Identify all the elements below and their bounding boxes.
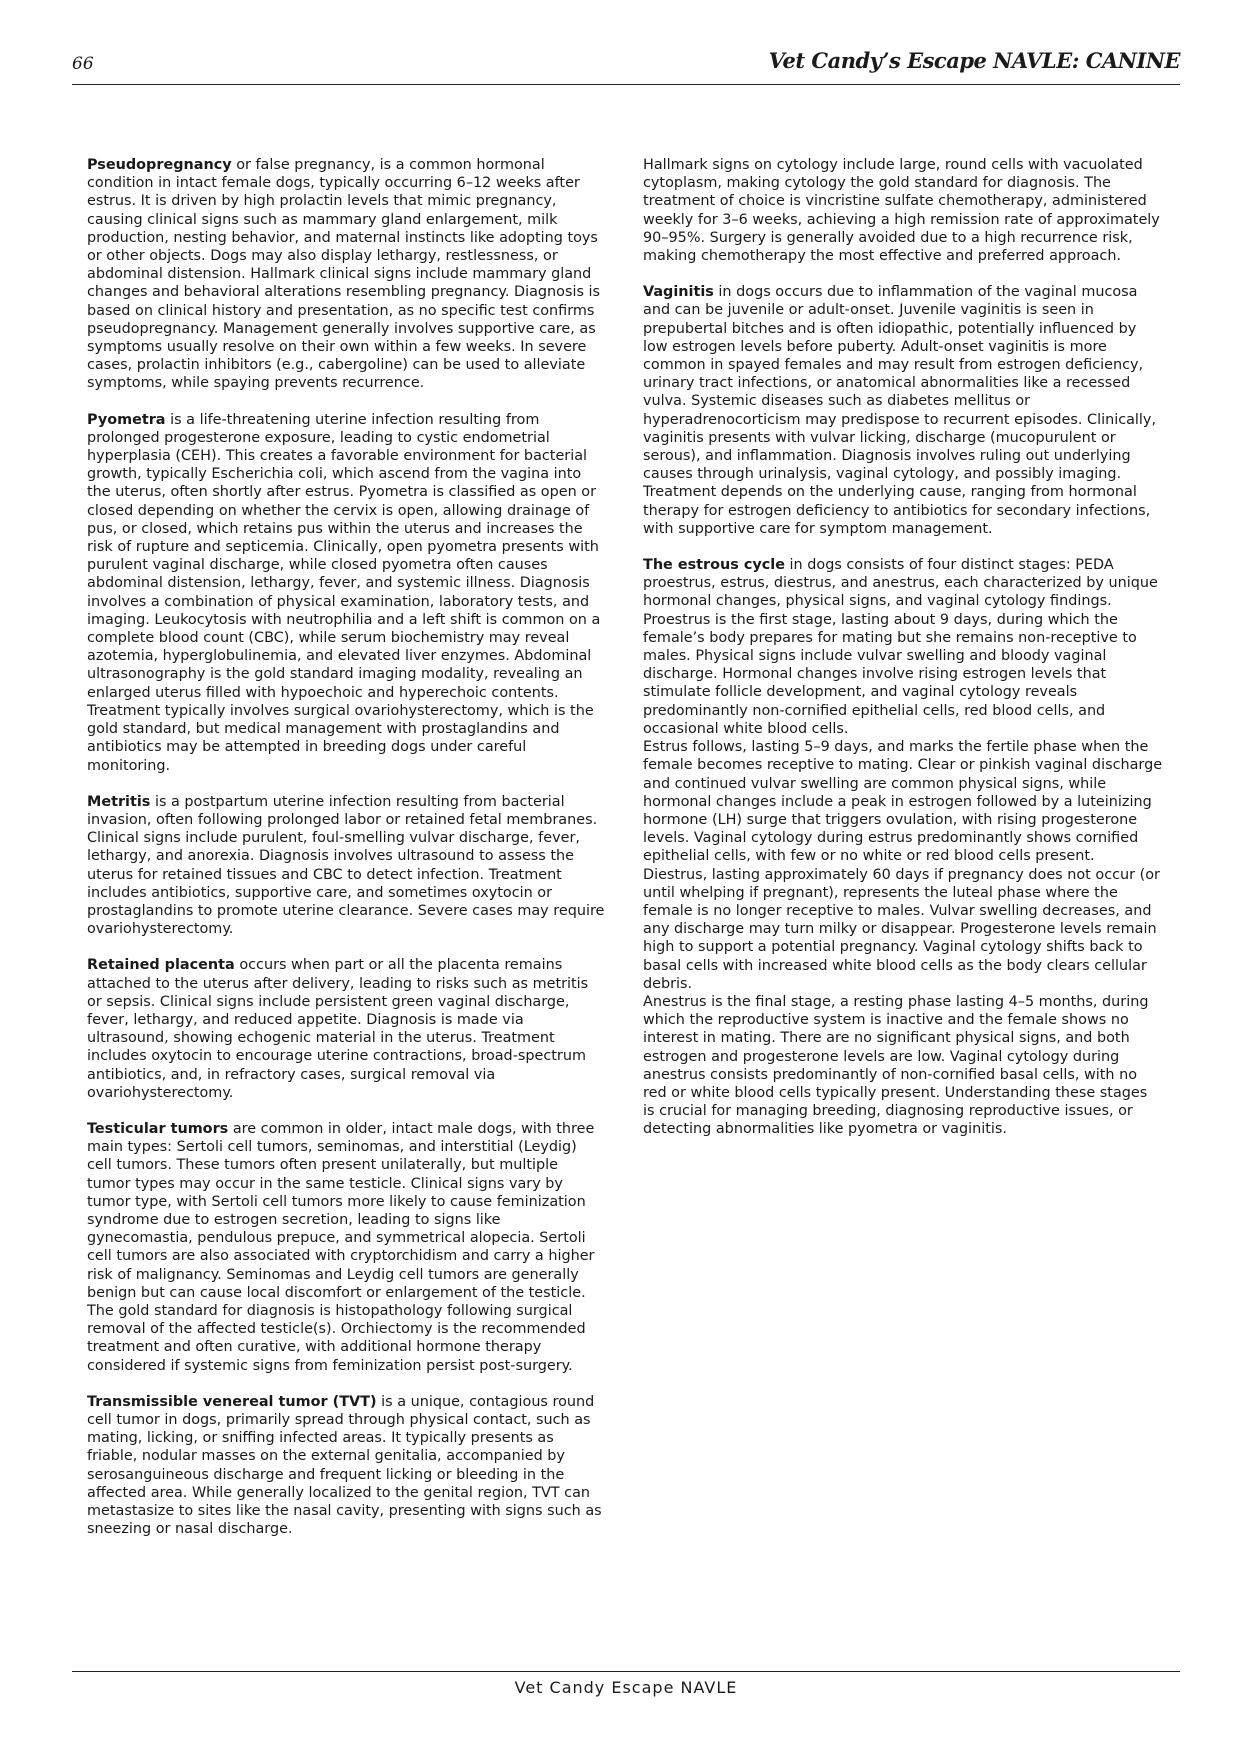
paragraph-text: is a unique, contagious round cell tumor in dogs, primarily spread through physical contact, such as mating, licking, or sniffing infected areas. It typically presents as friable, nodular masses on the external genitalia, accompanied by serosanguineous discharge and frequent licking or bleeding in the affected area. While generally localized to the genital region, TVT can metastasize to sites like the nasal cavity, presenting with signs such as sneezing or nasal discharge. <box>87 1393 602 1538</box>
paragraph-pseudopregnancy <box>87 156 605 393</box>
paragraph-text: is a life-threatening uterine infection resulting from prolonged progesterone exposure, leading to cystic endometrial hyperplasia (CEH). This creates a favorable environment for bacterial growth, typically Escherichia coli, which ascend from the vagina into the uterus, often shortly after estrus. Pyometra is classified as open or closed depending on whether the cervix is open, allowing drainage of pus, or closed, which retains pus within the uterus and increases the risk of rupture and septicemia. Clinically, open pyometra presents with purulent vaginal discharge, while closed pyometra often causes abdominal distension, lethargy, fever, and systemic illness. Diagnosis involves a combination of physical examination, laboratory tests, and imaging. Leukocytosis with neutrophilia and a left shift is common on a complete blood count (CBC), while serum biochemistry may reveal azotemia, hyperglobulinemia, and elevated liver enzymes. Abdominal ultrasonography is the gold standard imaging modality, revealing an enlarged uterus filled with hypoechoic and hyperechoic contents. Treatment typically involves surgical ovariohysterectomy, which is the gold standard, but medical management with prostaglandins and antibiotics may be attempted in breeding dogs under careful monitoring. <box>87 411 601 774</box>
paragraph-estrous-cycle <box>643 556 1163 611</box>
term-pyometra: Pyometra <box>87 411 166 428</box>
term-vaginitis: Vaginitis <box>643 284 714 301</box>
paragraph-proestrus: Proestrus is the first stage, lasting about 9 days, during which the female’s body prepares for mating but she remains non-receptive to males. Physical signs include vulvar swelling and bloody vaginal discharge. Hormonal changes involve rising estrogen levels that stimulate follicle development, and vaginal cytology reveals predominantly non-cornified epithelial cells, red blood cells, and occasional white blood cells. <box>643 611 1137 737</box>
paragraph-text: or false pregnancy, is a common hormonal condition in intact female dogs, typically occurring 6–12 weeks after estrus. It is driven by high prolactin levels that mimic pregnancy, causing clinical signs such as mammary gland enlargement, milk production, nesting behavior, and maternal instincts like adopting toys or other objects. Dogs may also display lethargy, restlessness, or abdominal distension. Hallmark clinical signs include mammary gland changes and behavioral alterations resembling pregnancy. Diagnosis is based on clinical history and presentation, as no specific test confirms pseudopregnancy. Management generally involves supportive care, as symptoms usually resolve on their own within a few weeks. In severe cases, prolactin inhibitors (e.g., cabergoline) can be used to alleviate symptoms, while spaying prevents recurrence. <box>87 157 601 392</box>
footer-text: Vet Candy Escape NAVLE <box>514 1678 738 1697</box>
term-tvt: Transmissible venereal tumor (TVT) <box>87 1393 377 1410</box>
paragraph-estrus: Estrus follows, lasting 5–9 days, and marks the fertile phase when the female becomes receptive to mating. Clear or pinkish vaginal discharge and continued vulvar swelling are common physical signs, while hormonal changes include a peak in estrogen followed by a luteinizing hormone (LH) surge that triggers ovulation, with rising progesterone levels. Vaginal cytology during estrus predominantly shows cornified epithelial cells, with few or no white or red blood cells present. <box>643 739 1163 865</box>
right-column <box>643 156 1163 1139</box>
paragraph-diestrus: Diestrus, lasting approximately 60 days if pregnancy does not occur (or until whelping if pregnant), represents the luteal phase where the female is no longer receptive to males. Vulvar swelling decreases, and any discharge may turn milky or disappear. Progesterone levels remain high to support a potential pregnancy. Vaginal cytology shifts back to basal cells with increased white blood cells as the body clears cellular debris. <box>643 866 1160 992</box>
paragraph-retained-placenta <box>87 956 605 1102</box>
paragraph-text: occurs when part or all the placenta remains attached to the uterus after delivery, leading to risks such as metritis or sepsis. Clinical signs include persistent green vaginal discharge, fever, lethargy, and reduced appetite. Diagnosis is made via ultrasound, showing echogenic material in the uterus. Treatment includes oxytocin to encourage uterine contractions, broad-spectrum antibiotics, and, in refractory cases, surgical removal via ovariohysterectomy. <box>87 957 589 1101</box>
term-metritis: Metritis <box>87 793 151 810</box>
paragraph-anestrus: Anestrus is the final stage, a resting phase lasting 4–5 months, during which the reproductive system is inactive and the female shows no interest in mating. There are no significant physical signs, and both estrogen and progesterone levels are low. Vaginal cytology during anestrus consists predominantly of non-cornified basal cells, with no red or white blood cells typically present. Understanding these stages is crucial for managing breeding, diagnosing reproductive issues, or detecting abnormalities like pyometra or vaginitis. <box>643 993 1149 1138</box>
page-footer <box>72 1671 1180 1697</box>
paragraph-text: in dogs consists of four distinct stages: PEDA proestrus, estrus, diestrus, and anestrus, each characterized by unique hormonal changes, physical signs, and vaginal cytology findings. <box>643 557 1158 610</box>
paragraph-vaginitis <box>643 283 1163 538</box>
paragraph-tvt-continued: Hallmark signs on cytology include large, round cells with vacuolated cytoplasm, making cytology the gold standard for diagnosis. The treatment of choice is vincristine sulfate chemotherapy, administered weekly for 3–6 weeks, achieving a high remission rate of approximately 90–95%. Surgery is generally avoided due to a high recurrence risk, making chemotherapy the most effective and preferred approach. <box>643 157 1160 265</box>
page-header <box>72 48 1180 85</box>
paragraph-text: is a postpartum uterine infection resulting from bacterial invasion, often following prolonged labor or retained fetal membranes. Clinical signs include purulent, foul-smelling vulvar discharge, fever, lethargy, and anorexia. Diagnosis involves ultrasound to assess the uterus for retained tissues and CBC to detect infection. Treatment includes antibiotics, supportive care, and sometimes oxytocin or prostaglandins to promote uterine clearance. Severe cases may require ovariohysterectomy. <box>87 793 605 938</box>
term-retained-placenta: Retained placenta <box>87 957 235 974</box>
paragraph-pyometra <box>87 411 605 775</box>
book-title: Vet Candy’s Escape NAVLE: CANINE <box>768 48 1180 73</box>
term-testicular-tumors: Testicular tumors <box>87 1120 229 1137</box>
paragraph-metritis <box>87 793 605 939</box>
paragraph-text: are common in older, intact male dogs, with three main types: Sertoli cell tumors, seminomas, and interstitial (Leydig) cell tumors. These tumors often present unilaterally, but multiple tumor types may occur in the same testicle. Clinical signs vary by tumor type, with Sertoli cell tumors more likely to cause feminization syndrome due to estrogen secretion, leading to signs like gynecomastia, pendulous prepuce, and symmetrical alopecia. Sertoli cell tumors are also associated with cryptorchidism and carry a higher risk of malignancy. Seminomas and Leydig cell tumors are generally benign but can cause local discomfort or enlargement of the testicle. The gold standard for diagnosis is histopathology following surgical removal of the affected testicle(s). Orchiectomy is the recommended treatment and often curative, with additional hormone therapy considered if systemic signs from feminization persist post-surgery. <box>87 1120 595 1374</box>
paragraph-tvt <box>87 1393 605 1539</box>
paragraph-testicular-tumors <box>87 1120 605 1375</box>
page-number: 66 <box>72 54 94 74</box>
left-column <box>87 156 605 1556</box>
paragraph-text: in dogs occurs due to inflammation of the vaginal mucosa and can be juvenile or adult-onset. Juvenile vaginitis is seen in prepubertal bitches and is often idiopathic, potentially influenced by low estrogen levels before puberty. Adult-onset vaginitis is more common in spayed females and may result from estrogen deficiency, urinary tract infections, or anatomical abnormalities like a recessed vulva. Systemic diseases such as diabetes mellitus or hyperadrenocorticism may predispose to recurrent episodes. Clinically, vaginitis presents with vulvar licking, discharge (mucopurulent or serous), and inflammation. Diagnosis involves ruling out underlying causes through urinalysis, vaginal cytology, and possibly imaging. Treatment depends on the underlying cause, ranging from hormonal therapy for estrogen deficiency to antibiotics for secondary infections, with supportive care for symptom management. <box>643 284 1157 537</box>
term-estrous-cycle: The estrous cycle <box>643 557 785 574</box>
term-pseudopregnancy: Pseudopregnancy <box>87 157 232 173</box>
